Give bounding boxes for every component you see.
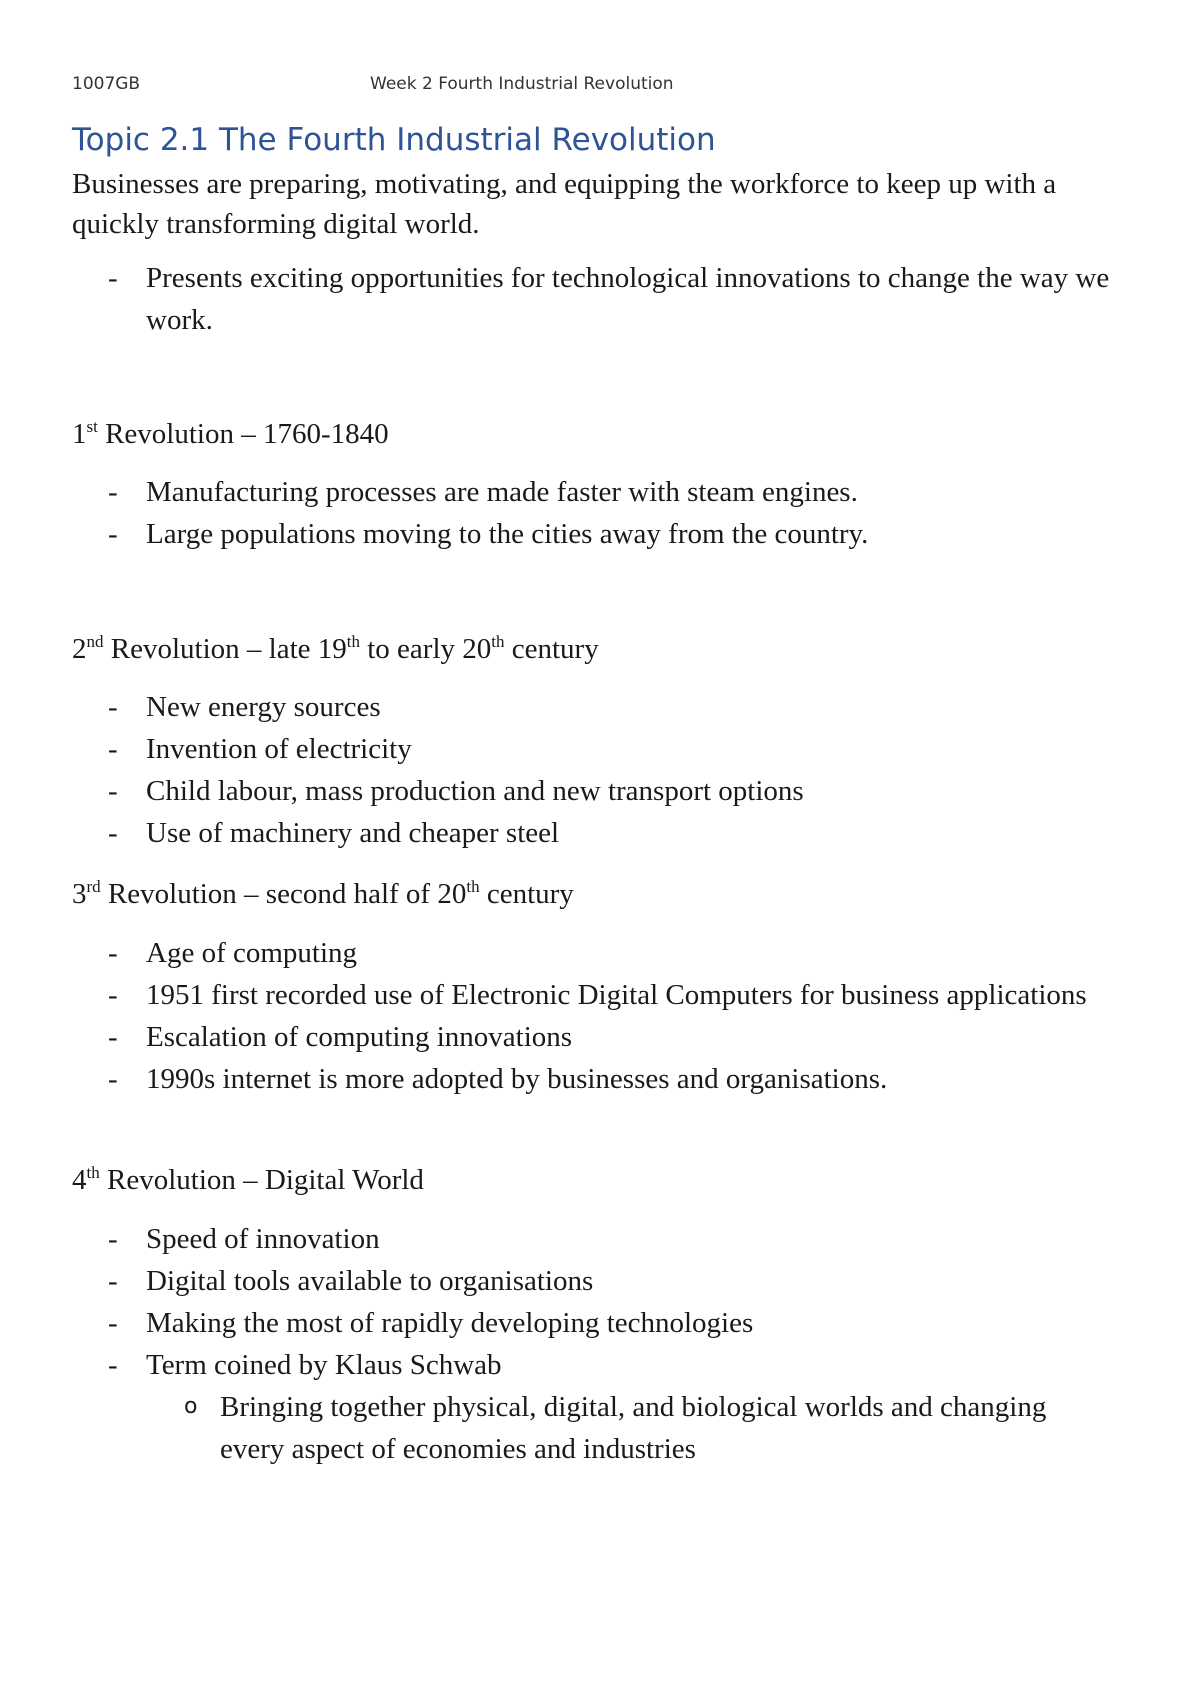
- list-item: [0, 1302, 1136, 1344]
- heading-text: Revolution – 1760-1840: [97, 418, 389, 450]
- sub-bullet-list: [146, 1386, 1136, 1470]
- list-item: [0, 974, 1136, 1016]
- revolution-4-heading: [72, 1160, 424, 1200]
- list-item-text: Invention of electricity: [146, 733, 412, 765]
- revolution-1-bullets: [0, 471, 1140, 555]
- course-code: 1007GB: [72, 74, 141, 94]
- ordinal-suffix: rd: [86, 877, 101, 896]
- list-item-text: 1951 first recorded use of Electronic Digital Computers for business applications: [146, 979, 1087, 1011]
- sub-list-item: [146, 1386, 1080, 1470]
- list-item: [0, 1016, 1136, 1058]
- dash-bullet: -: [108, 691, 118, 723]
- heading-text: Revolution – second half of 20: [100, 878, 467, 910]
- list-item: [0, 932, 1136, 974]
- circle-bullet: o: [184, 1394, 198, 1419]
- list-item-text: Use of machinery and cheaper steel: [146, 817, 560, 849]
- list-item-text: Speed of innovation: [146, 1223, 380, 1255]
- ordinal-suffix: th: [466, 877, 480, 896]
- list-item-text: Making the most of rapidly developing technologies: [146, 1307, 754, 1339]
- dash-bullet: -: [108, 1349, 118, 1381]
- list-item: [0, 728, 1136, 770]
- revolution-2-bullets: [0, 686, 1140, 854]
- ordinal-suffix: st: [86, 417, 98, 436]
- revolution-3-bullets: [0, 932, 1140, 1100]
- list-item: [0, 1218, 1136, 1260]
- ordinal: 3: [72, 878, 87, 910]
- dash-bullet: -: [108, 518, 118, 550]
- dash-bullet: -: [108, 1265, 118, 1297]
- heading-text: century: [504, 633, 599, 665]
- heading-text: Revolution – late 19: [103, 633, 347, 665]
- page-header: [72, 74, 1132, 100]
- revolution-4-bullets: [0, 1218, 1140, 1470]
- ordinal-suffix: th: [86, 1163, 100, 1182]
- list-item-text: New energy sources: [146, 691, 381, 723]
- revolution-2-heading: [72, 629, 599, 669]
- list-item: [0, 257, 1136, 341]
- list-item-text: Digital tools available to organisations: [146, 1265, 594, 1297]
- sub-list-item-text: Bringing together physical, digital, and biological worlds and changing every aspect of economies and industries: [220, 1391, 1047, 1465]
- list-item: [0, 1260, 1136, 1302]
- ordinal: 2: [72, 633, 87, 665]
- list-item-text: Manufacturing processes are made faster with steam engines.: [146, 476, 858, 508]
- revolution-1-heading: [72, 414, 389, 454]
- list-item: [0, 770, 1136, 812]
- list-item: [0, 513, 1136, 555]
- week-title: Week 2 Fourth Industrial Revolution: [370, 74, 674, 94]
- topic-title: Topic 2.1 The Fourth Industrial Revolution: [72, 122, 716, 158]
- heading-text: century: [479, 878, 574, 910]
- ordinal: 1: [72, 418, 87, 450]
- dash-bullet: -: [108, 979, 118, 1011]
- list-item: [0, 471, 1136, 513]
- list-item-text: Age of computing: [146, 937, 358, 969]
- ordinal-suffix: th: [491, 632, 505, 651]
- list-item-text: Term coined by Klaus Schwab: [146, 1349, 502, 1381]
- revolution-3-heading: [72, 874, 574, 914]
- ordinal-suffix: th: [346, 632, 360, 651]
- dash-bullet: -: [108, 937, 118, 969]
- dash-bullet: -: [108, 817, 118, 849]
- heading-text: Revolution – Digital World: [99, 1164, 424, 1196]
- dash-bullet: -: [108, 1307, 118, 1339]
- list-item-text: Child labour, mass production and new transport options: [146, 775, 804, 807]
- ordinal: 4: [72, 1164, 87, 1196]
- dash-bullet: -: [108, 476, 118, 508]
- dash-bullet: -: [108, 262, 118, 294]
- dash-bullet: -: [108, 1021, 118, 1053]
- list-item-text: Escalation of computing innovations: [146, 1021, 573, 1053]
- dash-bullet: -: [108, 1223, 118, 1255]
- ordinal-suffix: nd: [86, 632, 104, 651]
- dash-bullet: -: [108, 1063, 118, 1095]
- intro-bullet-list: [0, 257, 1140, 341]
- list-item-text: Presents exciting opportunities for technological innovations to change the way we work.: [146, 262, 1110, 336]
- list-item: [0, 1058, 1136, 1100]
- intro-paragraph: Businesses are preparing, motivating, and equipping the workforce to keep up with a quickly transforming digital world.: [72, 168, 1057, 240]
- list-item-text: 1990s internet is more adopted by businesses and organisations.: [146, 1063, 888, 1095]
- dash-bullet: -: [108, 775, 118, 807]
- list-item-text: Large populations moving to the cities away from the country.: [146, 518, 869, 550]
- list-item: [0, 686, 1136, 728]
- list-item: [0, 812, 1136, 854]
- heading-text: to early 20: [359, 633, 492, 665]
- list-item: [0, 1344, 1136, 1470]
- dash-bullet: -: [108, 733, 118, 765]
